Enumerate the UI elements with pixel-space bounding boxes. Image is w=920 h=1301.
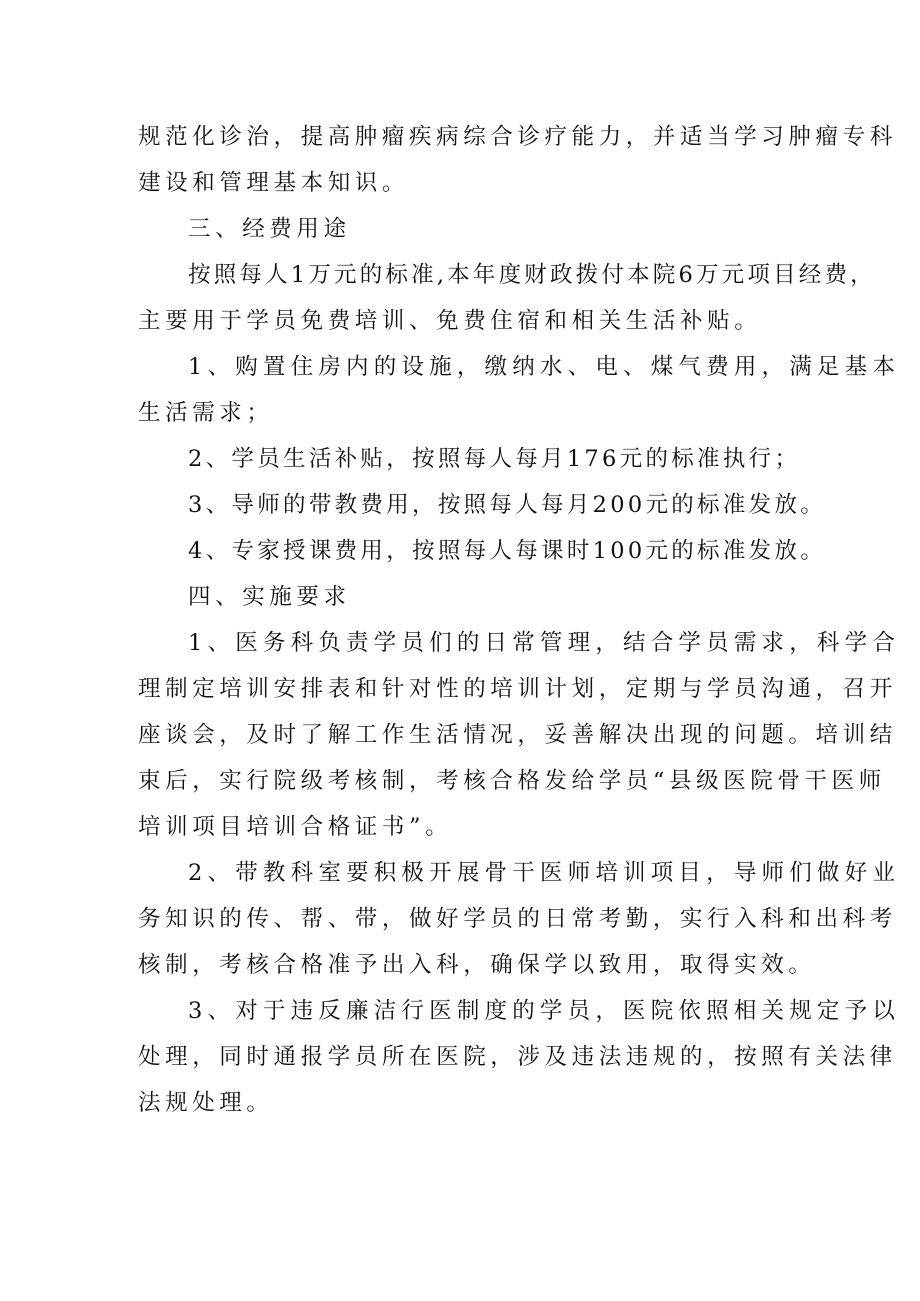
list-item: 4、专家授课费用，按照每人每课时100元的标准发放。 xyxy=(188,538,827,564)
paragraph-line: 束后，实行院级考核制，考核合格发给学员“县级医院骨干医师 xyxy=(138,768,886,794)
paragraph-line: 建设和管理基本知识。 xyxy=(138,170,410,196)
list-item: 3、导师的带教费用，按照每人每月200元的标准发放。 xyxy=(188,492,827,518)
section-heading: 三、经费用途 xyxy=(188,216,351,242)
section-heading: 四、实施要求 xyxy=(188,584,351,610)
paragraph-line: 法规处理。 xyxy=(138,1090,274,1116)
paragraph-line: 主要用于学员免费培训、免费住宿和相关生活补贴。 xyxy=(138,308,762,334)
paragraph-line: 按照每人1万元的标准,本年度财政拨付本院6万元项目经费， xyxy=(188,262,876,288)
paragraph-line: 培训项目培训合格证书”。 xyxy=(138,814,453,840)
list-item: 3、对于违反廉洁行医制度的学员，医院依照相关规定予以 xyxy=(188,998,901,1024)
paragraph-line: 规范化诊治，提高肿瘤疾病综合诊疗能力，并适当学习肿瘤专科 xyxy=(138,124,897,150)
paragraph-line: 核制，考核合格准予出入科，确保学以致用，取得实效。 xyxy=(138,952,816,978)
paragraph-line: 生活需求； xyxy=(138,400,274,426)
paragraph-line: 处理，同时通报学员所在医院，涉及违法违规的，按照有关法律 xyxy=(138,1044,897,1070)
list-item: 1、购置住房内的设施，缴纳水、电、煤气费用，满足基本 xyxy=(188,354,901,380)
list-item: 1、医务科负责学员们的日常管理，结合学员需求，科学合 xyxy=(188,630,901,656)
paragraph-line: 座谈会，及时了解工作生活情况，妥善解决出现的问题。培训结 xyxy=(138,722,897,748)
paragraph-line: 务知识的传、帮、带，做好学员的日常考勤，实行入科和出科考 xyxy=(138,906,897,932)
list-item: 2、学员生活补贴，按照每人每月176元的标准执行； xyxy=(188,446,801,472)
paragraph-line: 理制定培训安排表和针对性的培训计划，定期与学员沟通，召开 xyxy=(138,676,897,702)
list-item: 2、带教科室要积极开展骨干医师培训项目，导师们做好业 xyxy=(188,860,901,886)
